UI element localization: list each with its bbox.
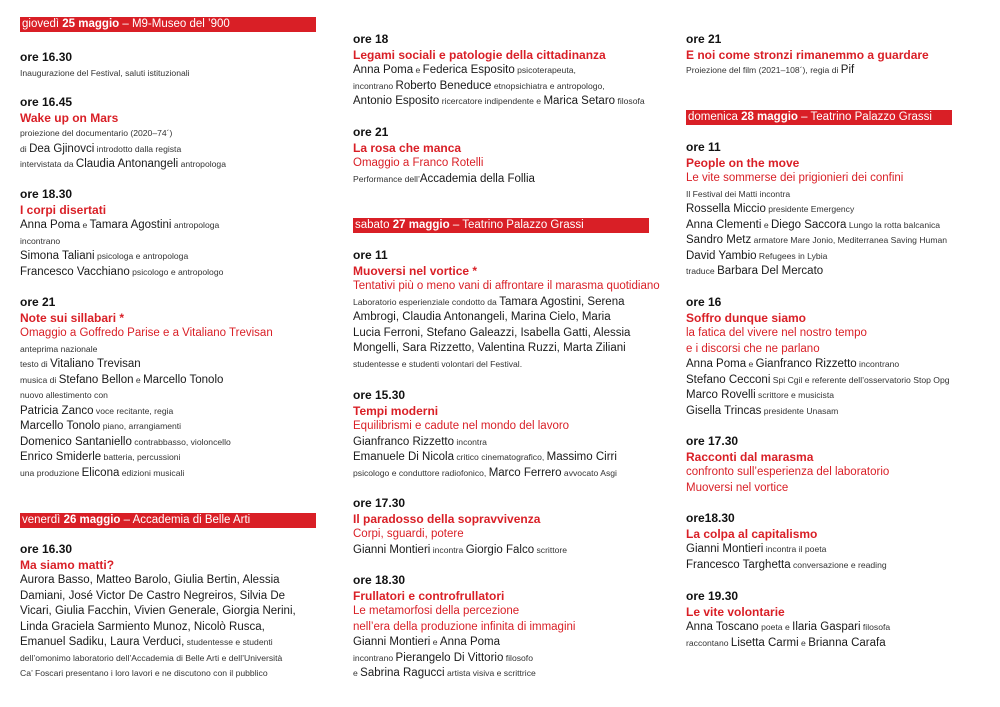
event-giovedi-1830 [20,187,320,280]
event-line: Ambrogi, Claudia Antonangeli, Marina Cielo, Maria [353,311,611,323]
event-title: Racconti dal marasma [686,449,814,464]
event-time: ore 18.30 [353,573,406,587]
event-line: Mongelli, Sara Rizzetto, Valentina Ruzzi, Marta Ziliani [353,342,626,354]
event-time: ore 17.30 [353,496,406,510]
event-line: Aurora Basso, Matteo Barolo, Giulia Bertin, Alessia [20,574,280,586]
event-time: ore 11 [353,248,388,262]
event-line: incontrano Roberto Beneduce etnopsichiatra e antropologo, [353,79,605,92]
event-time: ore 21 [20,295,56,309]
event-domenica-1830 [686,511,986,573]
event-subtitle: Tentativi più o meno vani di affrontare il marasma quotidiano [353,280,660,292]
event-giovedi-1645 [20,95,320,173]
event-domenica-1930 [686,589,986,651]
event-line: Gianni Montieri e Anna Poma [353,636,501,648]
event-subtitle: Muoversi nel vortice [686,481,789,494]
event-line: Anna Clementi e Diego Saccora Lungo la rotta balcanica [686,218,941,231]
event-line: Gianfranco Rizzetto incontra [353,435,487,448]
event-line: incontrano Pierangelo Di Vittorio filosofo [353,651,533,664]
event-note: Inaugurazione del Festival, saluti istituzionali [20,67,190,78]
event-subtitle: nell’era della produzione infinita di immagini [353,620,576,633]
day-header-giovedi: giovedì 25 maggio – M9-Museo del ’900 [20,17,316,32]
event-title: Tempi moderni [353,403,439,418]
event-venerdi-18 [353,32,653,110]
event-line: Patricia Zanco voce recitante, regia [20,404,174,417]
event-line: nuovo allestimento con [20,390,108,400]
day-header-sabato: sabato 27 maggio – Teatrino Palazzo Grassi [353,218,649,233]
event-line: incontrano [20,235,61,246]
event-title: La colpa al capitalismo [686,526,818,541]
event-line: Marcello Tonolo piano, arrangiamenti [20,420,182,432]
event-line: Proiezione del film (2021–108´), regia di Pif [686,64,855,76]
event-line: Gianni Montieri incontra il poeta [686,543,827,555]
event-line: Anna Poma e Gianfranco Rizzetto incontrano [686,358,900,370]
day-header-venerdi: venerdì 26 maggio – Accademia di Belle Arti [20,513,316,528]
event-domenica-16 [686,295,986,419]
event-sabato-21 [686,32,986,79]
event-line: proiezione del documentario (2020–74´) [20,128,173,138]
event-time: ore18.30 [686,511,735,525]
event-line: Emanuele Di Nicola critico cinematografico, Massimo Cirri [353,451,617,463]
event-title: Frullatori e controfrullatori [353,588,505,603]
event-title: Soffro dunque siamo [686,310,806,325]
event-line: Anna Poma e Tamara Agostini antropologa [20,219,220,231]
event-time: ore 18.30 [20,187,73,201]
event-subtitle: Corpi, sguardi, potere [353,528,464,540]
event-line: Simona Taliani psicologa e antropologa [20,250,189,262]
event-sabato-11 [353,248,660,372]
event-title: People on the move [686,155,800,170]
event-line: Domenico Santaniello contrabbasso, violoncello [20,435,231,448]
event-time: ore 16 [686,295,722,309]
event-line: una produzione Elicona edizioni musicali [20,466,185,479]
event-title: Le vite volontarie [686,604,785,619]
event-line: dell’omonimo laboratorio dell’Accademia di Belle Arti e dell’Università [20,652,283,663]
event-time: ore 19.30 [686,589,739,603]
event-line: Laboratorio esperienziale condotto da Tamara Agostini, Serena [353,295,625,308]
event-domenica-11 [686,140,986,280]
event-sabato-1530 [353,388,653,481]
event-time: ore 21 [353,125,389,139]
event-subtitle: confronto sull’esperienza del laboratorio [686,466,890,478]
event-time: ore 17.30 [686,434,739,448]
event-sabato-1830 [353,573,653,682]
event-subtitle: la fatica del vivere nel nostro tempo [686,327,867,339]
event-line: Vicari, Giulia Facchin, Vivien Generale, Giorgia Nerini, [20,605,296,617]
event-line: anteprima nazionale [20,343,98,354]
event-venerdi-21 [353,125,653,187]
event-time: ore 21 [686,32,722,46]
event-subtitle: Le vite sommerse dei prigionieri dei confini [686,172,904,184]
event-title: Note sui sillabari * [20,310,125,325]
event-line: Il Festival dei Matti incontra [686,188,791,199]
event-line: Anna Poma e Federica Esposito psicoterapeuta, [353,64,576,76]
event-line: David Yambio Refugees in Lybia [686,249,828,262]
event-title: E noi come stronzi rimanemmo a guardare [686,47,929,62]
event-venerdi-1630 [20,542,320,682]
event-title: Ma siamo matti? [20,557,115,572]
event-giovedi-1630 [20,50,320,81]
event-title: Wake up on Mars [20,110,119,125]
event-title: Il paradosso della sopravvivenza [353,511,541,526]
event-line: Lucia Ferroni, Stefano Galeazzi, Isabella Gatti, Alessia [353,326,631,339]
event-sabato-1730 [353,496,653,558]
event-time: ore 15.30 [353,388,406,402]
event-line: testo di Vitaliano Trevisan [20,358,141,370]
event-domenica-1730 [686,434,986,496]
event-line: intervistata da Claudia Antonangeli antropologa [20,158,226,170]
event-line: Emanuel Sadiku, Laura Verduci, studentesse e studenti [20,636,273,648]
event-title: Muoversi nel vortice * [353,263,478,278]
event-line: Enrico Smiderle batteria, percussioni [20,451,181,463]
event-subtitle: Le metamorfosi della percezione [353,605,520,617]
event-line: Sandro Metz armatore Mare Jonio, Mediterranea Saving Human [686,234,948,246]
event-title: I corpi disertati [20,202,107,217]
day-header-domenica: domenica 28 maggio – Teatrino Palazzo Grassi [686,110,952,125]
event-time: ore 16.45 [20,95,73,109]
event-title: Legami sociali e patologie della cittadinanza [353,47,606,62]
event-line: Antonio Esposito ricercatore indipendente e Marica Setaro filosofa [353,95,645,107]
event-line: Francesco Targhetta conversazione e reading [686,558,887,571]
event-line: Performance dell’Accademia della Follia [353,172,535,185]
event-line: Gisella Trincas presidente Unasam [686,404,839,417]
event-subtitle: Equilibrismi e cadute nel mondo del lavoro [353,420,570,432]
event-line: psicologo e conduttore radiofonico, Marco Ferrero avvocato Asgi [353,466,617,479]
event-line: Stefano Cecconi Spi Cgil e referente dell’osservatorio Stop Opg [686,373,950,386]
event-time: ore 16.30 [20,542,73,556]
event-line: Gianni Montieri incontra Giorgio Falco scrittore [353,543,568,556]
event-line: Marco Rovelli scrittore e musicista [686,389,834,401]
event-subtitle: e i discorsi che ne parlano [686,342,820,355]
event-line: traduce Barbara Del Mercato [686,265,824,277]
event-line: Francesco Vacchiano psicologo e antropologo [20,265,224,278]
event-line: studentesse e studenti volontari del Festival. [353,358,523,369]
event-subtitle: Omaggio a Franco Rotelli [353,157,484,169]
event-line: raccontano Lisetta Carmi e Brianna Carafa [686,636,886,649]
event-time: ore 11 [686,140,721,154]
event-title: La rosa che manca [353,140,462,155]
event-line: musica di Stefano Bellon e Marcello Tonolo [20,373,224,386]
event-line: Anna Toscano poeta e Ilaria Gaspari filosofa [686,621,891,633]
event-line: e Sabrina Ragucci artista visiva e scrittrice [353,667,536,679]
event-giovedi-21 [20,295,320,481]
event-line: di Dea Gjinovci introdotto dalla regista [20,142,182,155]
event-line: Linda Graciela Sarmiento Munoz, Nicolò Rusca, [20,620,265,633]
event-line: Rossella Miccio presidente Emergency [686,203,855,215]
event-time: ore 18 [353,32,389,46]
event-line: Ca’ Foscari presentano i loro lavori e ne discutono con il pubblico [20,668,268,678]
event-line: Damiani, José Victor De Castro Negreiros, Silvia De [20,589,286,602]
event-subtitle: Omaggio a Goffredo Parise e a Vitaliano Trevisan [20,327,273,339]
event-time: ore 16.30 [20,50,73,64]
